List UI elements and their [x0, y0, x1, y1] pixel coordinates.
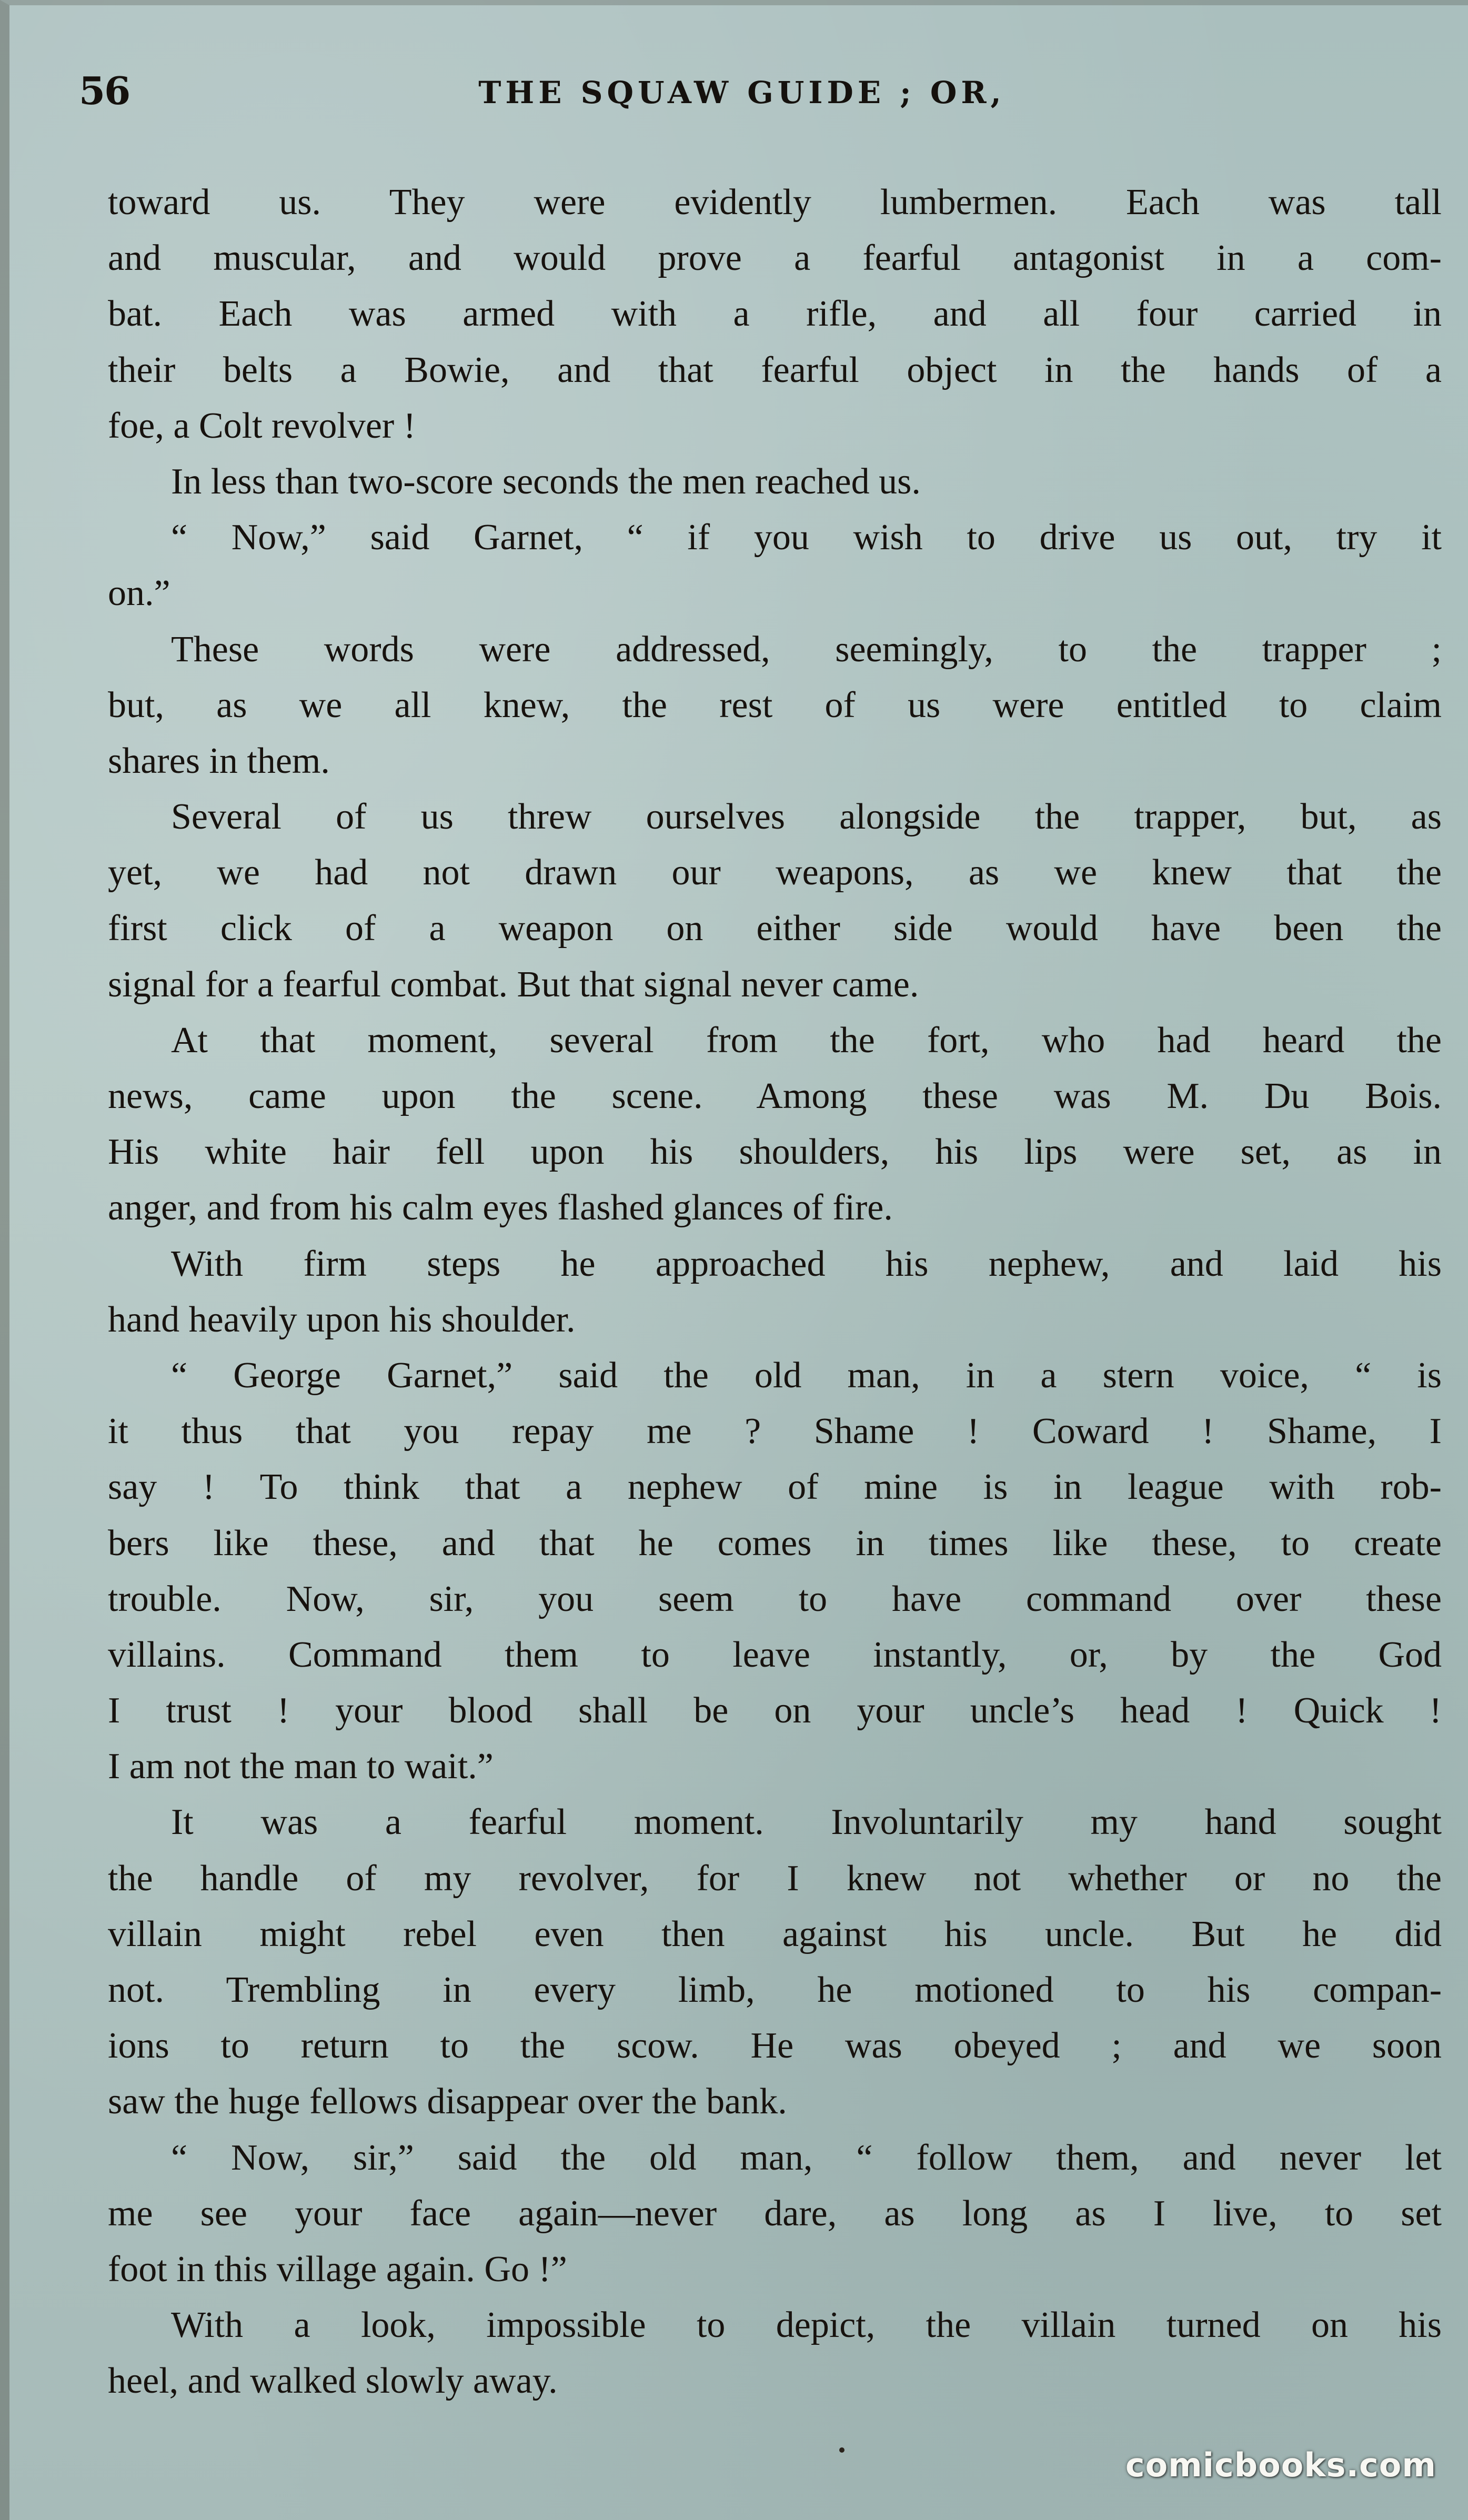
text-line: not. Trembling in every limb, he motioned to his compan- — [108, 1970, 1442, 2010]
text-line: These words were addressed, seemingly, to the trapper ; — [171, 629, 1442, 670]
text-line: bers like these, and that he comes in times like these, to create — [108, 1523, 1442, 1564]
text-line: bat. Each was armed with a rifle, and all four carried in — [108, 294, 1442, 335]
text-line: first click of a weapon on either side would have been the — [108, 908, 1442, 949]
text-line: anger, and from his calm eyes flashed glances of fire. — [108, 1187, 893, 1228]
body-text — [108, 175, 1442, 2410]
text-line: heel, and walked slowly away. — [108, 2361, 558, 2402]
text-line: “ George Garnet,” said the old man, in a stern voice, “ is — [171, 1355, 1442, 1396]
text-line: signal for a fearful combat. But that signal never came. — [108, 964, 919, 1005]
text-line: At that moment, several from the fort, who had heard the — [171, 1020, 1442, 1061]
running-head: THE SQUAW GUIDE ; OR, — [478, 75, 1006, 110]
text-line: foe, a Colt revolver ! — [108, 405, 416, 446]
text-line: I am not the man to wait.” — [108, 1746, 494, 1787]
text-line: but, as we all knew, the rest of us were entitled to claim — [108, 684, 1442, 725]
page-header — [79, 68, 1405, 126]
text-line: saw the huge fellows disappear over the bank. — [108, 2081, 787, 2122]
text-line: the handle of my revolver, for I knew not whether or no the — [108, 1858, 1442, 1899]
text-line: With firm steps he approached his nephew, and laid his — [171, 1243, 1442, 1284]
text-line: It was a fearful moment. Involuntarily my hand sought — [171, 1802, 1442, 1843]
text-line: say ! To think that a nephew of mine is in league with rob- — [108, 1467, 1442, 1508]
text-line: hand heavily upon his shoulder. — [108, 1299, 576, 1340]
watermark: comicbooks.com — [1125, 2446, 1436, 2484]
text-line: news, came upon the scene. Among these was M. Du Bois. — [108, 1076, 1442, 1116]
text-line: me see your face again—never dare, as long as I live, to set — [108, 2193, 1442, 2234]
text-line: Several of us threw ourselves alongside the trapper, but, as — [171, 797, 1442, 838]
text-line: yet, we had not drawn our weapons, as we knew that the — [108, 852, 1442, 893]
page-number: 56 — [79, 68, 130, 113]
text-line: In less than two-score seconds the men reached us. — [171, 461, 921, 502]
text-line: their belts a Bowie, and that fearful object in the hands of a — [108, 349, 1442, 390]
text-line: villains. Command them to leave instantly, or, by the God — [108, 1634, 1442, 1675]
text-line: I trust ! your blood shall be on your uncle’s head ! Quick ! — [108, 1690, 1442, 1731]
text-line: ions to return to the scow. He was obeyed ; and we soon — [108, 2025, 1442, 2067]
text-line: “ Now,” said Garnet, “ if you wish to drive us out, try it — [171, 517, 1442, 558]
text-line: it thus that you repay me ? Shame ! Coward ! Shame, I — [108, 1411, 1442, 1452]
text-line: With a look, impossible to depict, the villain turned on his — [171, 2305, 1442, 2346]
ink-speck — [839, 2447, 844, 2453]
text-line: villain might rebel even then against his uncle. But he did — [108, 1913, 1442, 1954]
text-line: and muscular, and would prove a fearful antagonist in a com- — [108, 238, 1442, 279]
text-line: shares in them. — [108, 740, 330, 781]
text-line: foot in this village again. Go !” — [108, 2249, 567, 2290]
text-line: “ Now, sir,” said the old man, “ follow them, and never let — [171, 2137, 1442, 2178]
text-line: toward us. They were evidently lumbermen. Each was tall — [108, 182, 1442, 223]
text-line: on.” — [108, 573, 170, 614]
text-line: trouble. Now, sir, you seem to have command over these — [108, 1578, 1442, 1619]
text-line: His white hair fell upon his shoulders, his lips were set, as in — [108, 1132, 1442, 1173]
